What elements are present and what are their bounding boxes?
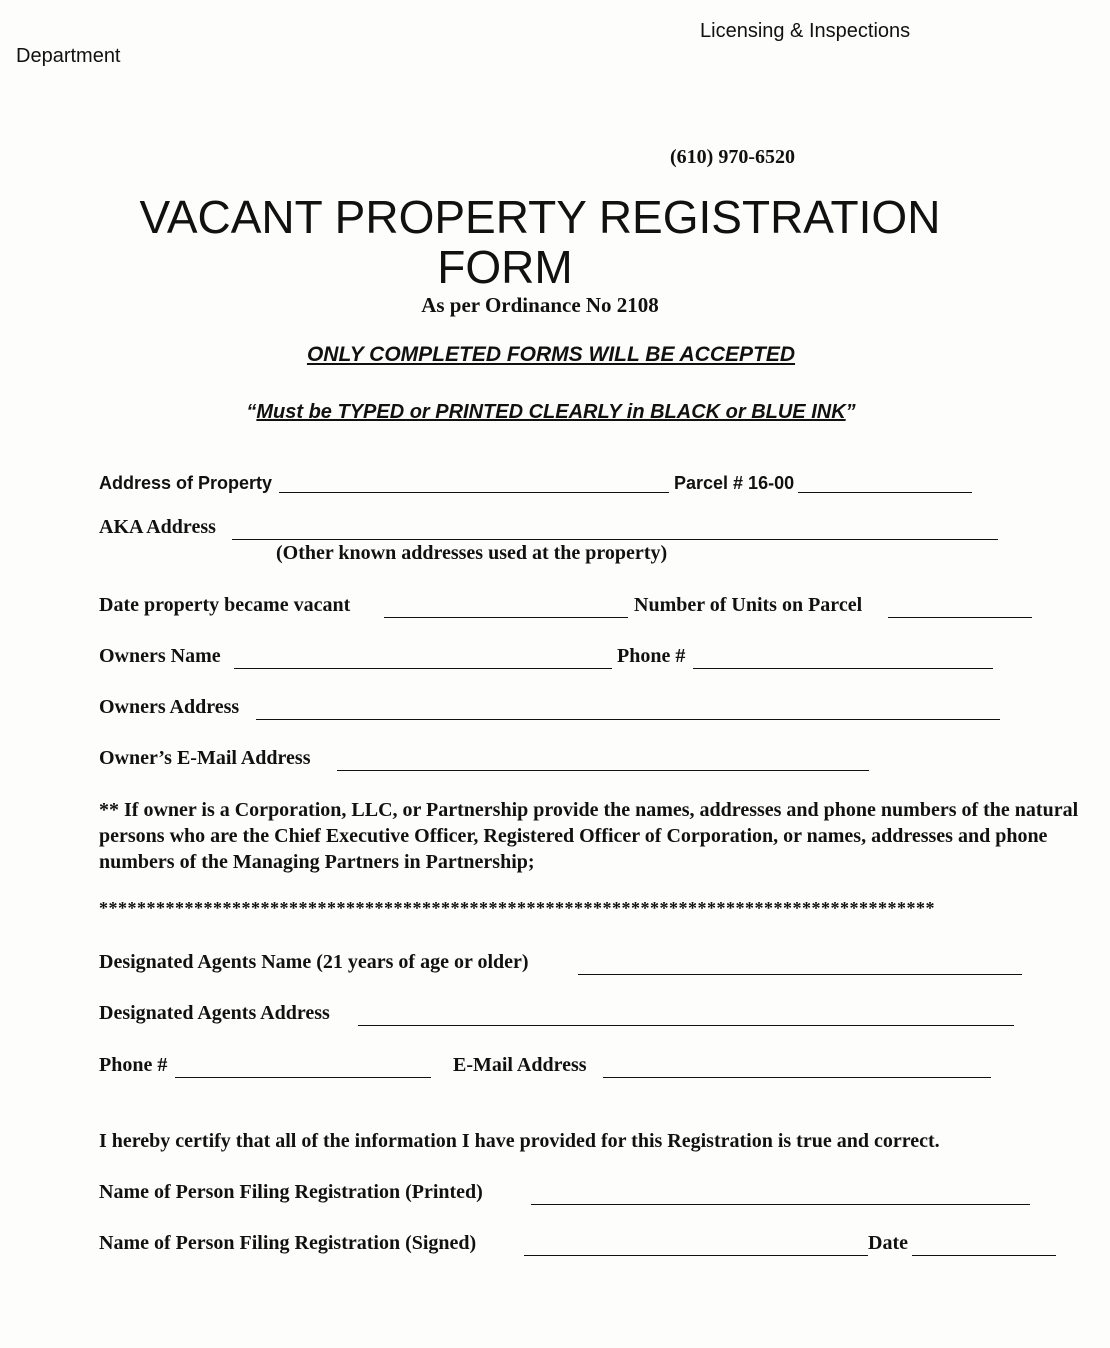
owner-email-label: Owner’s E-Mail Address xyxy=(99,747,311,769)
agent-name-field[interactable] xyxy=(578,974,1022,975)
address-of-property-field[interactable] xyxy=(279,492,669,493)
units-on-parcel-field[interactable] xyxy=(888,617,1032,618)
owners-address-label: Owners Address xyxy=(99,696,240,718)
ink-instruction-text: Must be TYPED or PRINTED CLEARLY in BLACK or BLUE INK xyxy=(256,401,846,423)
parcel-field[interactable] xyxy=(798,492,972,493)
owners-name-field[interactable] xyxy=(234,668,612,669)
corporation-note: ** If owner is a Corporation, LLC, or Partnership provide the names, addresses and phone numbers of the natural persons who are the Chief Executive Officer, Registered Officer of Corporation, or names, addresses and phone numbers of the Managing Partners in Partnership; xyxy=(99,799,1079,873)
owner-phone-field[interactable] xyxy=(693,668,993,669)
form-title-line1: VACANT PROPERTY REGISTRATION xyxy=(139,191,941,243)
close-quote: ” xyxy=(845,401,856,423)
only-completed-notice: ONLY COMPLETED FORMS WILL BE ACCEPTED xyxy=(306,343,796,366)
aka-address-note: (Other known addresses used at the property) xyxy=(276,542,668,564)
agent-email-label: E-Mail Address xyxy=(453,1054,587,1076)
ink-instruction xyxy=(0,401,1102,424)
aka-address-label: AKA Address xyxy=(99,516,216,538)
parcel-label: Parcel # 16-00 xyxy=(674,473,795,493)
department-name-left: Department xyxy=(16,45,121,67)
certification-statement: I hereby certify that all of the information I have provided for this Registration is true and correct. xyxy=(99,1130,940,1152)
owner-phone-label: Phone # xyxy=(617,645,686,667)
filer-signature-field[interactable] xyxy=(524,1255,868,1256)
date-vacant-field[interactable] xyxy=(384,617,628,618)
section-separator: **************************************************************************************** xyxy=(99,898,935,918)
open-quote: “ xyxy=(246,401,257,423)
department-phone: (610) 970-6520 xyxy=(670,146,795,168)
filer-signed-label: Name of Person Filing Registration (Signed) xyxy=(99,1232,477,1254)
agent-phone-field[interactable] xyxy=(175,1077,431,1078)
date-vacant-label: Date property became vacant xyxy=(99,594,351,616)
aka-address-field[interactable] xyxy=(232,539,998,540)
filer-printed-field[interactable] xyxy=(531,1204,1030,1205)
agent-address-field[interactable] xyxy=(358,1025,1014,1026)
ordinance-reference: As per Ordinance No 2108 xyxy=(421,293,659,317)
department-name-right: Licensing & Inspections xyxy=(700,20,911,42)
agent-email-field[interactable] xyxy=(603,1077,991,1078)
owners-name-label: Owners Name xyxy=(99,645,221,667)
units-on-parcel-label: Number of Units on Parcel xyxy=(634,594,863,616)
agent-name-label: Designated Agents Name (21 years of age or older) xyxy=(99,951,529,973)
agent-address-label: Designated Agents Address xyxy=(99,1002,330,1024)
date-label: Date xyxy=(868,1232,908,1254)
address-of-property-label: Address of Property xyxy=(99,473,273,493)
owners-address-field[interactable] xyxy=(256,719,1000,720)
filer-printed-label: Name of Person Filing Registration (Printed) xyxy=(99,1181,483,1203)
form-title-line2: FORM xyxy=(437,241,573,293)
date-field[interactable] xyxy=(912,1255,1056,1256)
agent-phone-label: Phone # xyxy=(99,1054,168,1076)
owner-email-field[interactable] xyxy=(337,770,869,771)
